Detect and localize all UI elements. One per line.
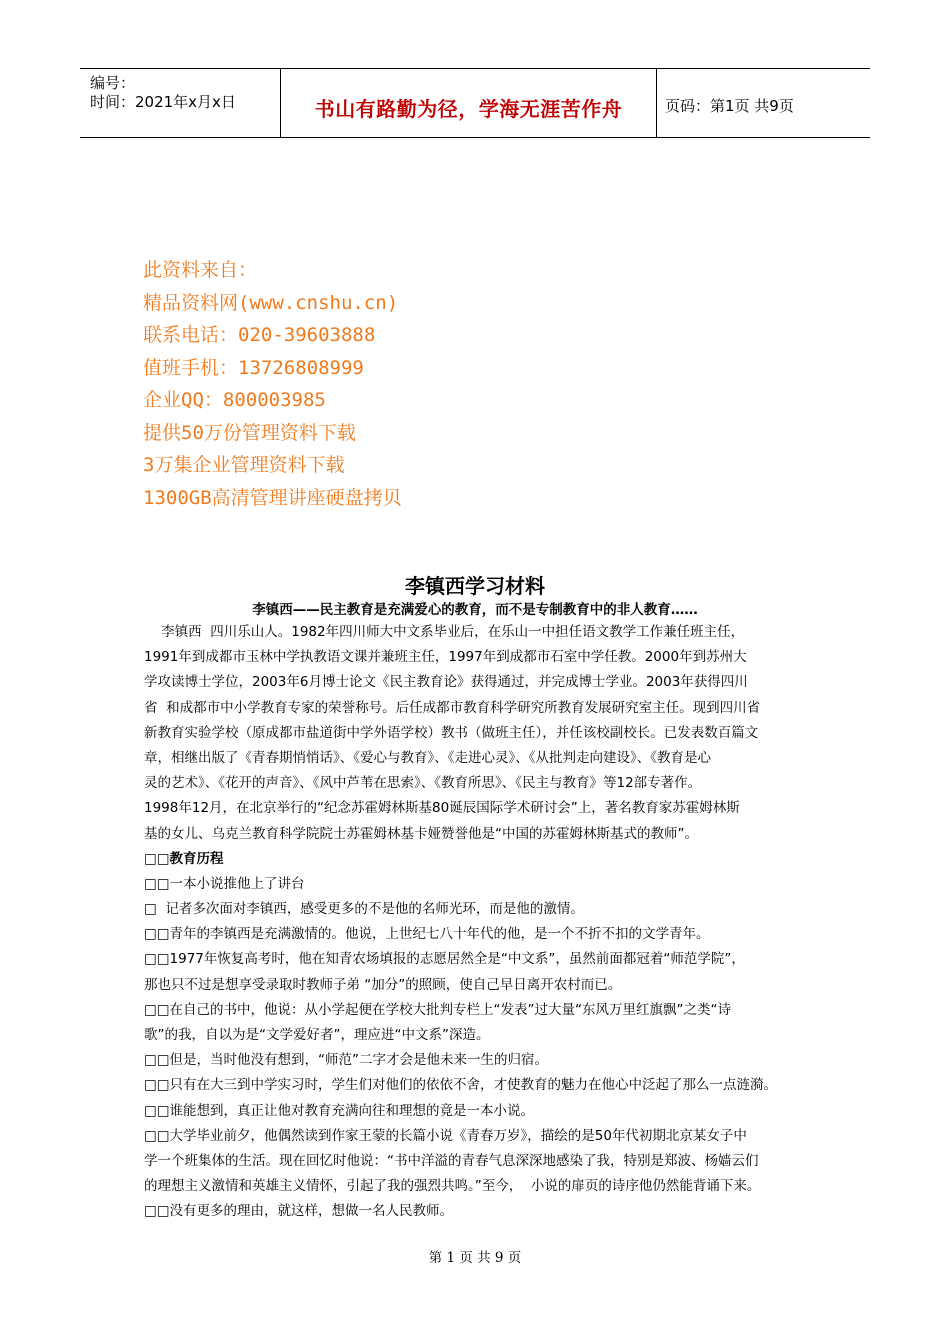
source-line: 联系电话：020-39603888 xyxy=(143,324,376,346)
body-line: □ 记者多次面对李镇西，感受更多的不是他的名师光环，而是他的激情。 xyxy=(144,901,584,918)
source-line: 1300GB高清管理讲座硬盘拷贝 xyxy=(143,486,402,509)
header-info-cell xyxy=(80,69,281,137)
source-line: 提供50万份管理资料下载 xyxy=(143,421,356,444)
header-page-cell xyxy=(657,69,870,137)
body-line: □□只有在大三到中学实习时，学生们对他们的依依不舍，才使教育的魅力在他心中泛起了那么一点涟漪。 xyxy=(144,1077,778,1094)
body-line: □□一本小说推他上了讲台 xyxy=(144,875,305,892)
source-line: 精品资料网(www.cnshu.cn) xyxy=(143,291,399,314)
body-line: 新教育实验学校（原成都市盐道街中学外语学校）教书（做班主任），并任该校副校长。已发表数百篇文 xyxy=(144,724,759,741)
body-line: 学一个班集体的生活。现在回忆时他说：“书中洋溢的青春气息深深地感染了我，特别是郑波、杨嫱云们 xyxy=(144,1152,759,1169)
header-page-number: 页码：第1页 共9页 xyxy=(665,97,794,115)
article-body xyxy=(144,620,812,1225)
body-line: 章，相继出版了《青春期悄悄话》、《爱心与教育》、《走进心灵》、《从批判走向建设》、《教育是心 xyxy=(144,749,711,766)
body-line: □□谁能想到，真正让他对教育充满向往和理想的竟是一本小说。 xyxy=(144,1102,535,1119)
header-motto: 书山有路勤为径，学海无涯苦作舟 xyxy=(314,97,623,121)
article-title: 李镇西学习材料 xyxy=(405,574,545,598)
page-footer: 第 1 页 共 9 页 xyxy=(428,1250,522,1266)
source-line: 值班手机：13726808999 xyxy=(143,356,364,379)
document-time: 时间：2021年x月x日 xyxy=(90,93,236,111)
source-line: 此资料来自： xyxy=(143,259,258,281)
section-heading: □□教育历程 xyxy=(144,850,224,867)
body-line: 李镇西 四川乐山人。1982年四川师大中文系毕业后，在乐山一中担任语文教学工作兼任班主任， xyxy=(144,624,745,640)
header-motto-cell xyxy=(281,69,657,137)
body-line: 的理想主义激情和英雄主义情怀，引起了我的强烈共鸣。”至今， 小说的扉页的诗序他仍然能背诵下来。 xyxy=(144,1178,761,1195)
body-line: 1998年12月，在北京举行的“纪念苏霍姆林斯基80诞辰国际学术研讨会”上，著名教育家苏霍姆林斯 xyxy=(144,800,740,817)
body-line: 1991年到成都市玉林中学执教语文课并兼班主任，1997年到成都市石室中学任教。2000年到苏州大 xyxy=(144,649,747,666)
article-subtitle: 李镇西——民主教育是充满爱心的教育，而不是专制教育中的非人教育…… xyxy=(252,602,698,618)
body-line: □□在自己的书中，他说：从小学起便在学校大批判专栏上“发表”过大量“东风万里红旗飘”之类“诗 xyxy=(144,1001,731,1018)
body-line: □□没有更多的理由，就这样，想做一名人民教师。 xyxy=(144,1203,454,1220)
body-line: 灵的艺术》、《花开的声音》、《风中芦苇在思索》、《教育所思》、《民主与教育》等12部专著作。 xyxy=(144,775,702,792)
source-info-block xyxy=(143,254,402,514)
body-line: 省 和成都市中小学教育专家的荣誉称号。后任成都市教育科学研究所教育发展研究室主任。现到四川省 xyxy=(144,699,761,716)
body-line: □□青年的李镇西是充满激情的。他说，上世纪七八十年代的他，是一个不折不扣的文学青年。 xyxy=(144,926,710,943)
body-line: □□大学毕业前夕，他偶然读到作家王蒙的长篇小说《青春万岁》，描绘的是50年代初期北京某女子中 xyxy=(144,1127,747,1144)
source-line: 3万集企业管理资料下载 xyxy=(143,454,345,476)
header-table xyxy=(80,68,870,138)
body-line: 那也只不过是想享受录取时教师子弟 “加分”的照顾，使自己早日离开农村而已。 xyxy=(144,976,622,993)
body-line: □□但是，当时他没有想到，“师范”二字才会是他未来一生的归宿。 xyxy=(144,1052,548,1069)
body-line: □□1977年恢复高考时，他在知青农场填报的志愿居然全是“中文系”，虽然前面都冠着“师范学院”， xyxy=(144,951,745,968)
document-number: 编号： xyxy=(90,74,136,92)
source-line: 企业QQ：800003985 xyxy=(143,389,326,411)
body-line: 基的女儿、乌克兰教育科学院院士苏霍姆林基卡娅赞誉他是“中国的苏霍姆林斯基式的教师”。 xyxy=(144,825,698,842)
body-line: 学攻读博士学位，2003年6月博士论文《民主教育论》获得通过，并完成博士学业。2003年获得四川 xyxy=(144,674,748,691)
body-line: 歌”的我，自以为是“文学爱好者”，理应进“中文系”深造。 xyxy=(144,1027,490,1043)
